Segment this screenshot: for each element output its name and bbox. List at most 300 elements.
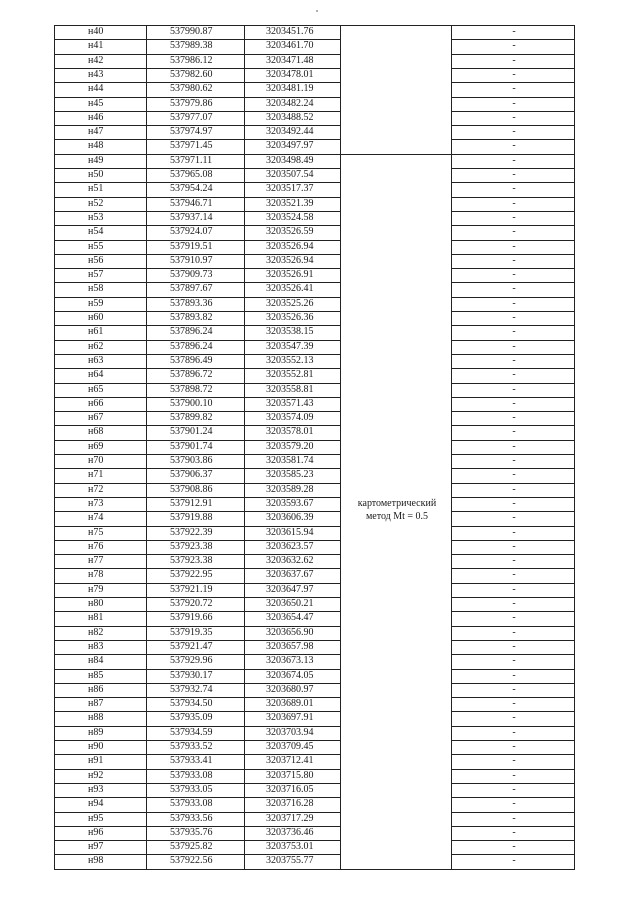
row-separator-right <box>451 440 575 441</box>
row-separator-left <box>54 640 341 641</box>
row-separator-left <box>54 654 341 655</box>
y-coordinate: 3203716.05 <box>266 783 314 795</box>
row-separator-left <box>54 368 341 369</box>
row-separator-right <box>451 125 575 126</box>
row-separator-right <box>451 640 575 641</box>
x-coordinate: 537922.95 <box>170 569 213 581</box>
row-separator-right <box>451 383 575 384</box>
point-name: н82 <box>88 626 104 638</box>
table-row <box>0 554 640 568</box>
row-separator-left <box>54 769 341 770</box>
table-row <box>0 154 640 168</box>
x-coordinate: 537901.24 <box>170 426 213 438</box>
y-coordinate: 3203709.45 <box>266 741 314 752</box>
row-separator-right <box>451 797 575 798</box>
row-separator-right <box>451 754 575 755</box>
x-coordinate: 537923.38 <box>170 555 213 567</box>
row-separator-right <box>451 626 575 627</box>
table-row <box>0 340 640 354</box>
table-bottom-border <box>54 869 575 870</box>
row-separator-right <box>451 583 575 584</box>
precision-cell: - <box>512 97 516 109</box>
y-coordinate: 3203461.70 <box>266 40 314 52</box>
point-name: н58 <box>88 283 104 295</box>
point-name: н80 <box>88 598 104 609</box>
x-coordinate: 537909.73 <box>170 269 213 281</box>
table-row <box>0 840 640 854</box>
row-separator-left <box>54 754 341 755</box>
x-coordinate: 537929.96 <box>170 655 213 667</box>
y-coordinate: 3203526.59 <box>266 226 314 238</box>
row-separator-right <box>451 669 575 670</box>
x-coordinate: 537925.82 <box>170 841 213 853</box>
precision-cell: - <box>512 569 516 581</box>
precision-cell: - <box>512 240 516 252</box>
row-separator-left <box>54 440 341 441</box>
y-coordinate: 3203481.19 <box>266 83 314 95</box>
y-coordinate: 3203526.94 <box>266 254 314 266</box>
y-coordinate: 3203507.54 <box>266 169 314 180</box>
table-row <box>0 54 640 68</box>
precision-cell: - <box>512 626 516 638</box>
x-coordinate: 537899.82 <box>170 412 213 424</box>
y-coordinate: 3203703.94 <box>266 726 314 738</box>
table-row <box>0 139 640 153</box>
row-separator-right <box>451 812 575 813</box>
table-row <box>0 225 640 239</box>
precision-cell: - <box>512 211 516 223</box>
y-coordinate: 3203478.01 <box>266 68 314 80</box>
table-row <box>0 468 640 482</box>
row-separator-left <box>54 54 341 55</box>
point-name: н56 <box>88 254 104 266</box>
x-coordinate: 537933.08 <box>170 798 213 810</box>
point-name: н96 <box>88 826 104 838</box>
table-row <box>0 111 640 125</box>
table-row <box>0 297 640 311</box>
x-coordinate: 537990.87 <box>170 26 213 37</box>
table-row <box>0 168 640 182</box>
row-separator-right <box>451 425 575 426</box>
y-coordinate: 3203571.43 <box>266 397 314 409</box>
row-separator-right <box>451 368 575 369</box>
x-coordinate: 537933.52 <box>170 741 213 752</box>
x-coordinate: 537921.47 <box>170 640 213 652</box>
precision-cell: - <box>512 369 516 381</box>
y-coordinate: 3203517.37 <box>266 183 314 195</box>
point-name: н85 <box>88 669 104 681</box>
row-separator-right <box>451 311 575 312</box>
table-row <box>0 440 640 454</box>
row-separator-right <box>451 168 575 169</box>
x-coordinate: 537989.38 <box>170 40 213 52</box>
point-name: н83 <box>88 640 104 652</box>
x-coordinate: 537933.05 <box>170 783 213 795</box>
x-coordinate: 537986.12 <box>170 54 213 66</box>
row-separator-left <box>54 626 341 627</box>
x-coordinate: 537906.37 <box>170 469 213 481</box>
y-coordinate: 3203578.01 <box>266 426 314 438</box>
precision-cell: - <box>512 612 516 624</box>
point-name: н70 <box>88 455 104 466</box>
y-coordinate: 3203526.41 <box>266 283 314 295</box>
point-name: н90 <box>88 741 104 752</box>
table-row <box>0 654 640 668</box>
table-row <box>0 325 640 339</box>
y-coordinate: 3203632.62 <box>266 555 314 567</box>
row-separator-right <box>451 325 575 326</box>
y-coordinate: 3203579.20 <box>266 440 314 452</box>
y-coordinate: 3203637.67 <box>266 569 314 581</box>
table-row <box>0 454 640 468</box>
precision-cell: - <box>512 140 516 152</box>
row-separator-left <box>54 826 341 827</box>
row-separator-right <box>451 397 575 398</box>
point-name: н65 <box>88 383 104 395</box>
precision-cell: - <box>512 354 516 366</box>
precision-cell: - <box>512 698 516 710</box>
precision-cell: - <box>512 455 516 466</box>
x-coordinate: 537935.76 <box>170 826 213 838</box>
precision-cell: - <box>512 312 516 323</box>
point-name: н84 <box>88 655 104 667</box>
precision-cell: - <box>512 526 516 538</box>
point-name: н46 <box>88 111 104 123</box>
row-separator-left <box>54 697 341 698</box>
row-separator-right <box>451 854 575 855</box>
table-row <box>0 425 640 439</box>
y-coordinate: 3203650.21 <box>266 598 314 609</box>
row-separator-left <box>54 182 341 183</box>
point-name: н98 <box>88 855 104 867</box>
point-name: н59 <box>88 297 104 309</box>
row-separator-right <box>451 568 575 569</box>
point-name: н88 <box>88 712 104 724</box>
point-name: н44 <box>88 83 104 95</box>
row-separator-right <box>451 39 575 40</box>
x-coordinate: 537908.86 <box>170 483 213 495</box>
precision-cell: - <box>512 469 516 481</box>
x-coordinate: 537954.24 <box>170 183 213 195</box>
x-coordinate: 537896.24 <box>170 340 213 352</box>
y-coordinate: 3203654.47 <box>266 612 314 624</box>
y-coordinate: 3203471.48 <box>266 54 314 66</box>
table-row <box>0 497 640 511</box>
point-name: н91 <box>88 755 104 767</box>
table-row <box>0 68 640 82</box>
x-coordinate: 537982.60 <box>170 68 213 80</box>
x-coordinate: 537924.07 <box>170 226 213 238</box>
table-row <box>0 597 640 611</box>
precision-cell: - <box>512 798 516 810</box>
precision-cell: - <box>512 497 516 509</box>
table-row <box>0 726 640 740</box>
point-name: н74 <box>88 512 104 524</box>
row-separator-right <box>451 554 575 555</box>
point-name: н75 <box>88 526 104 538</box>
y-coordinate: 3203492.44 <box>266 126 314 138</box>
method-line-2: метод Mt = 0.5 <box>365 511 429 522</box>
table-row <box>0 254 640 268</box>
row-separator-right <box>451 340 575 341</box>
precision-cell: - <box>512 154 516 166</box>
x-coordinate: 537934.50 <box>170 698 213 710</box>
x-coordinate: 537979.86 <box>170 97 213 109</box>
precision-cell: - <box>512 340 516 352</box>
table-row <box>0 383 640 397</box>
table-row <box>0 611 640 625</box>
precision-cell: - <box>512 812 516 824</box>
point-name: н41 <box>88 40 104 52</box>
x-coordinate: 537922.39 <box>170 526 213 538</box>
precision-cell: - <box>512 169 516 180</box>
y-coordinate: 3203674.05 <box>266 669 314 681</box>
x-coordinate: 537980.62 <box>170 83 213 95</box>
precision-cell: - <box>512 783 516 795</box>
row-separator-right <box>451 683 575 684</box>
row-separator-right <box>451 726 575 727</box>
x-coordinate: 537919.35 <box>170 626 213 638</box>
table-row <box>0 683 640 697</box>
precision-cell: - <box>512 841 516 853</box>
row-separator-left <box>54 797 341 798</box>
row-separator-left <box>54 583 341 584</box>
row-separator-left <box>54 740 341 741</box>
row-separator-right <box>451 82 575 83</box>
table-row <box>0 854 640 868</box>
precision-cell: - <box>512 26 516 37</box>
row-separator-right <box>451 740 575 741</box>
row-separator-left <box>54 197 341 198</box>
row-separator-left <box>54 611 341 612</box>
point-name: н42 <box>88 54 104 66</box>
row-separator-right <box>451 211 575 212</box>
point-name: н94 <box>88 798 104 810</box>
point-name: н72 <box>88 483 104 495</box>
row-separator-left <box>54 325 341 326</box>
precision-cell: - <box>512 254 516 266</box>
table-row <box>0 368 640 382</box>
row-separator-right <box>451 139 575 140</box>
point-name: н69 <box>88 440 104 452</box>
precision-cell: - <box>512 655 516 667</box>
y-coordinate: 3203585.23 <box>266 469 314 481</box>
precision-cell: - <box>512 326 516 338</box>
precision-cell: - <box>512 183 516 195</box>
point-name: н67 <box>88 412 104 424</box>
table-row <box>0 583 640 597</box>
point-name: н86 <box>88 683 104 695</box>
table-row <box>0 411 640 425</box>
precision-cell: - <box>512 297 516 309</box>
row-separator-left <box>54 39 341 40</box>
point-name: н64 <box>88 369 104 381</box>
point-name: н71 <box>88 469 104 481</box>
point-name: н60 <box>88 312 104 323</box>
x-coordinate: 537893.82 <box>170 312 213 323</box>
x-coordinate: 537893.36 <box>170 297 213 309</box>
x-coordinate: 537919.51 <box>170 240 213 252</box>
point-name: н61 <box>88 326 104 338</box>
row-separator-right <box>451 826 575 827</box>
row-separator-left <box>54 540 341 541</box>
table-row <box>0 397 640 411</box>
row-separator-left <box>54 840 341 841</box>
point-name: н43 <box>88 68 104 80</box>
row-separator-full <box>54 154 575 155</box>
point-name: н48 <box>88 140 104 152</box>
y-coordinate: 3203623.57 <box>266 540 314 552</box>
row-separator-left <box>54 139 341 140</box>
row-separator-left <box>54 526 341 527</box>
point-name: н73 <box>88 497 104 509</box>
table-row <box>0 640 640 654</box>
precision-cell: - <box>512 269 516 281</box>
row-separator-right <box>451 769 575 770</box>
row-separator-left <box>54 554 341 555</box>
row-separator-left <box>54 511 341 512</box>
table-row <box>0 797 640 811</box>
table-row <box>0 568 640 582</box>
row-separator-right <box>451 711 575 712</box>
x-coordinate: 537933.08 <box>170 769 213 781</box>
x-coordinate: 537910.97 <box>170 254 213 266</box>
row-separator-right <box>451 68 575 69</box>
row-separator-right <box>451 454 575 455</box>
y-coordinate: 3203689.01 <box>266 698 314 710</box>
precision-cell: - <box>512 283 516 295</box>
row-separator-left <box>54 282 341 283</box>
x-coordinate: 537921.19 <box>170 583 213 595</box>
precision-cell: - <box>512 426 516 438</box>
table-row <box>0 783 640 797</box>
point-name: н55 <box>88 240 104 252</box>
x-coordinate: 537919.88 <box>170 512 213 524</box>
point-name: н66 <box>88 397 104 409</box>
x-coordinate: 537935.09 <box>170 712 213 724</box>
point-name: н54 <box>88 226 104 238</box>
row-separator-left <box>54 340 341 341</box>
table-row <box>0 711 640 725</box>
precision-cell: - <box>512 540 516 552</box>
y-coordinate: 3203753.01 <box>266 841 314 853</box>
y-coordinate: 3203697.91 <box>266 712 314 724</box>
point-name: н50 <box>88 169 104 180</box>
row-separator-left <box>54 82 341 83</box>
precision-cell: - <box>512 826 516 838</box>
table-row <box>0 240 640 254</box>
row-separator-left <box>54 468 341 469</box>
x-coordinate: 537933.56 <box>170 812 213 824</box>
point-name: н52 <box>88 197 104 209</box>
row-separator-left <box>54 483 341 484</box>
row-separator-right <box>451 654 575 655</box>
y-coordinate: 3203574.09 <box>266 412 314 424</box>
x-coordinate: 537896.72 <box>170 369 213 381</box>
precision-cell: - <box>512 769 516 781</box>
y-coordinate: 3203593.67 <box>266 497 314 509</box>
table-row <box>0 311 640 325</box>
precision-cell: - <box>512 40 516 52</box>
precision-cell: - <box>512 683 516 695</box>
x-coordinate: 537896.49 <box>170 354 213 366</box>
row-separator-left <box>54 125 341 126</box>
row-separator-left <box>54 68 341 69</box>
y-coordinate: 3203488.52 <box>266 111 314 123</box>
point-name: н92 <box>88 769 104 781</box>
table-row <box>0 754 640 768</box>
x-coordinate: 537923.38 <box>170 540 213 552</box>
row-separator-right <box>451 54 575 55</box>
point-name: н78 <box>88 569 104 581</box>
y-coordinate: 3203521.39 <box>266 197 314 209</box>
point-name: н63 <box>88 354 104 366</box>
table-row <box>0 669 640 683</box>
y-coordinate: 3203482.24 <box>266 97 314 109</box>
table-row <box>0 626 640 640</box>
point-name: н81 <box>88 612 104 624</box>
x-coordinate: 537897.67 <box>170 283 213 295</box>
point-name: н76 <box>88 540 104 552</box>
precision-cell: - <box>512 397 516 409</box>
y-coordinate: 3203715.80 <box>266 769 314 781</box>
precision-cell: - <box>512 440 516 452</box>
table-row <box>0 182 640 196</box>
row-separator-left <box>54 383 341 384</box>
y-coordinate: 3203547.39 <box>266 340 314 352</box>
row-separator-left <box>54 240 341 241</box>
x-coordinate: 537937.14 <box>170 211 213 223</box>
precision-cell: - <box>512 197 516 209</box>
table-row <box>0 25 640 39</box>
table-row <box>0 354 640 368</box>
x-coordinate: 537901.74 <box>170 440 213 452</box>
row-separator-right <box>451 511 575 512</box>
x-coordinate: 537922.56 <box>170 855 213 867</box>
point-name: н95 <box>88 812 104 824</box>
row-separator-right <box>451 282 575 283</box>
row-separator-right <box>451 225 575 226</box>
row-separator-left <box>54 211 341 212</box>
precision-cell: - <box>512 598 516 609</box>
row-separator-left <box>54 354 341 355</box>
y-coordinate: 3203526.94 <box>266 240 314 252</box>
y-coordinate: 3203647.97 <box>266 583 314 595</box>
y-coordinate: 3203755.77 <box>266 855 314 867</box>
precision-cell: - <box>512 111 516 123</box>
row-separator-left <box>54 568 341 569</box>
row-separator-right <box>451 540 575 541</box>
row-separator-left <box>54 683 341 684</box>
y-coordinate: 3203615.94 <box>266 526 314 538</box>
y-coordinate: 3203712.41 <box>266 755 314 767</box>
row-separator-left <box>54 254 341 255</box>
point-name: н40 <box>88 26 104 37</box>
table-row <box>0 812 640 826</box>
y-coordinate: 3203716.28 <box>266 798 314 810</box>
x-coordinate: 537932.74 <box>170 683 213 695</box>
y-coordinate: 3203558.81 <box>266 383 314 395</box>
row-separator-left <box>54 783 341 784</box>
row-separator-right <box>451 254 575 255</box>
precision-cell: - <box>512 555 516 567</box>
row-separator-left <box>54 425 341 426</box>
y-coordinate: 3203656.90 <box>266 626 314 638</box>
row-separator-left <box>54 268 341 269</box>
precision-cell: - <box>512 583 516 595</box>
x-coordinate: 537912.91 <box>170 497 213 509</box>
row-separator-left <box>54 726 341 727</box>
